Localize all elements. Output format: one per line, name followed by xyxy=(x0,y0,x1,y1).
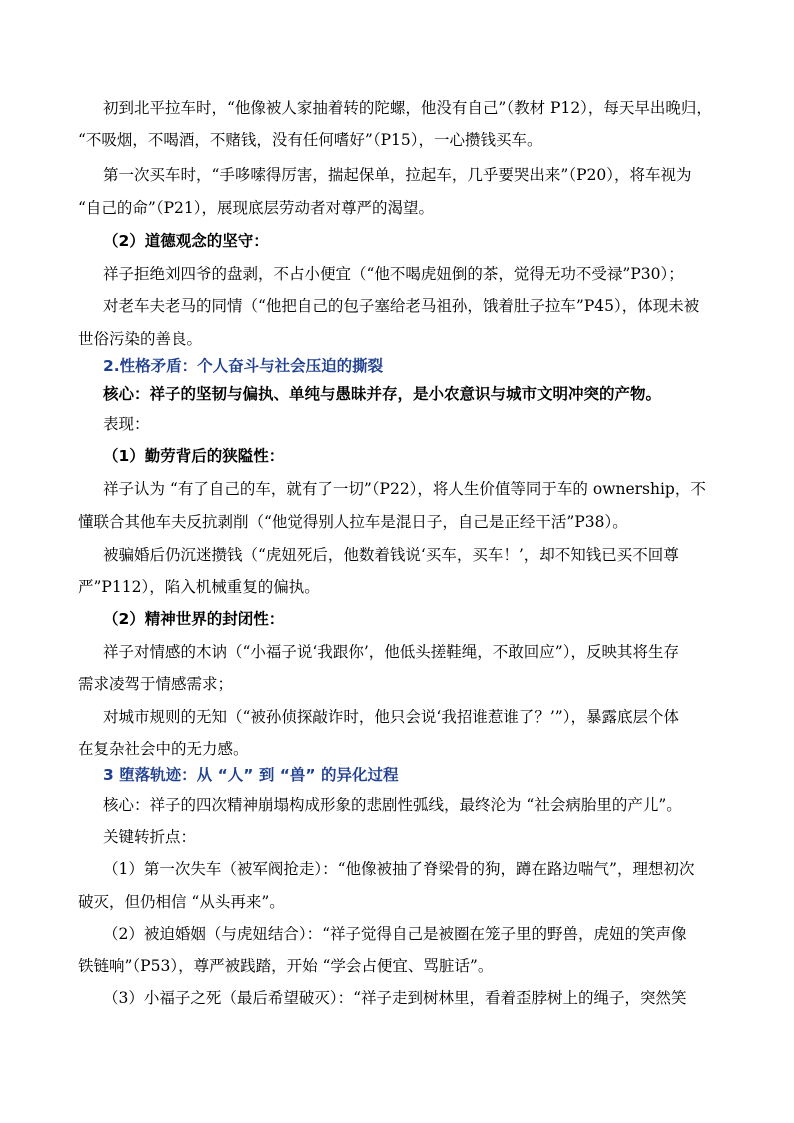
text-line: 严”P112），陷入机械重复的偏执。 xyxy=(78,578,320,596)
subheading: （1）勤劳背后的狭隘性： xyxy=(103,447,285,465)
text-line: 对城市规则的无知（“被孙侦探敲诈时，他只会说‘我招谁惹谁了？’”），暴露底层个体 xyxy=(103,708,679,726)
text-line: （3）小福子之死（最后希望破灭）：“祥子走到树林里，看着歪脖树上的绳子，突然笑 xyxy=(103,989,687,1007)
text-line: 核心：祥子的四次精神崩塌构成形象的悲剧性弧线，最终沦为 “社会病胎里的产儿”。 xyxy=(103,796,682,814)
text-line: 初到北平拉车时，“他像被人家抽着转的陀螺，他没有自己”（教材 P12），每天早出晚归， xyxy=(103,99,712,117)
text-line: （1）第一次失车（被军阀抢走）：“他像被抽了脊梁骨的狗，蹲在路边喘气”，理想初次 xyxy=(103,860,695,878)
section-heading: 3 堕落轨迹：从 “人” 到 “兽” 的异化过程 xyxy=(103,766,399,784)
text-line: 懂联合其他车夫反抗剥削（“他觉得别人拉车是混日子，自己是正经干活”P38）。 xyxy=(78,513,628,531)
text-line: 破灭，但仍相信 “从头再来”。 xyxy=(78,893,285,911)
text-line: 在复杂社会中的无力感。 xyxy=(78,740,249,758)
section-heading: 2.性格矛盾：个人奋斗与社会压迫的撕裂 xyxy=(103,357,384,375)
text-line: 祥子对情感的木讷（“小福子说‘我跟你’，他低头搓鞋绳，不敢回应”），反映其将生存 xyxy=(103,643,679,661)
text-line: 世俗污染的善良。 xyxy=(78,330,203,348)
text-line: 祥子拒绝刘四爷的盘剥，不占小便宜（“他不喝虎妞倒的茶，觉得无功不受禄”P30）； xyxy=(103,265,684,283)
text-line: 关键转折点： xyxy=(103,828,197,846)
text-line: “不吸烟，不喝酒，不赌钱，没有任何嗜好”（P15），一心攒钱买车。 xyxy=(78,131,543,149)
core-statement: 核心：祥子的坚韧与偏执、单纯与愚昧并存，是小农意识与城市文明冲突的产物。 xyxy=(103,385,662,403)
text-line: 需求凌驾于情感需求； xyxy=(78,675,234,693)
label-text: 表现： xyxy=(103,415,150,433)
subheading: （2）道德观念的坚守： xyxy=(103,232,269,250)
text-line: 铁链响”（P53），尊严被践踏，开始 “学会占便宜、骂脏话”。 xyxy=(78,957,494,975)
text-line: 被骗婚后仍沉迷攒钱（“虎妞死后，他数着钱说‘买车，买车！’，却不知钱已买不回尊 xyxy=(103,546,679,564)
subheading: （2）精神世界的封闭性： xyxy=(103,610,285,628)
text-line: 对老车夫老马的同情（“他把自己的包子塞给老马祖孙，饿着肚子拉车”P45），体现未被 xyxy=(103,297,700,315)
text-line: （2）被迫婚姻（与虎妞结合）：“祥子觉得自己是被圈在笼子里的野兽，虎妞的笑声像 xyxy=(103,925,687,943)
text-line: 祥子认为 “有了自己的车，就有了一切”（P22），将人生价值等同于车的 ownership，不 xyxy=(103,480,706,498)
text-line: 第一次买车时，“手哆嗦得厉害，揣起保单，拉起车，几乎要哭出来”（P20），将车视为 xyxy=(103,166,692,184)
text-line: “自己的命”（P21），展现底层劳动者对尊严的渴望。 xyxy=(78,199,435,217)
